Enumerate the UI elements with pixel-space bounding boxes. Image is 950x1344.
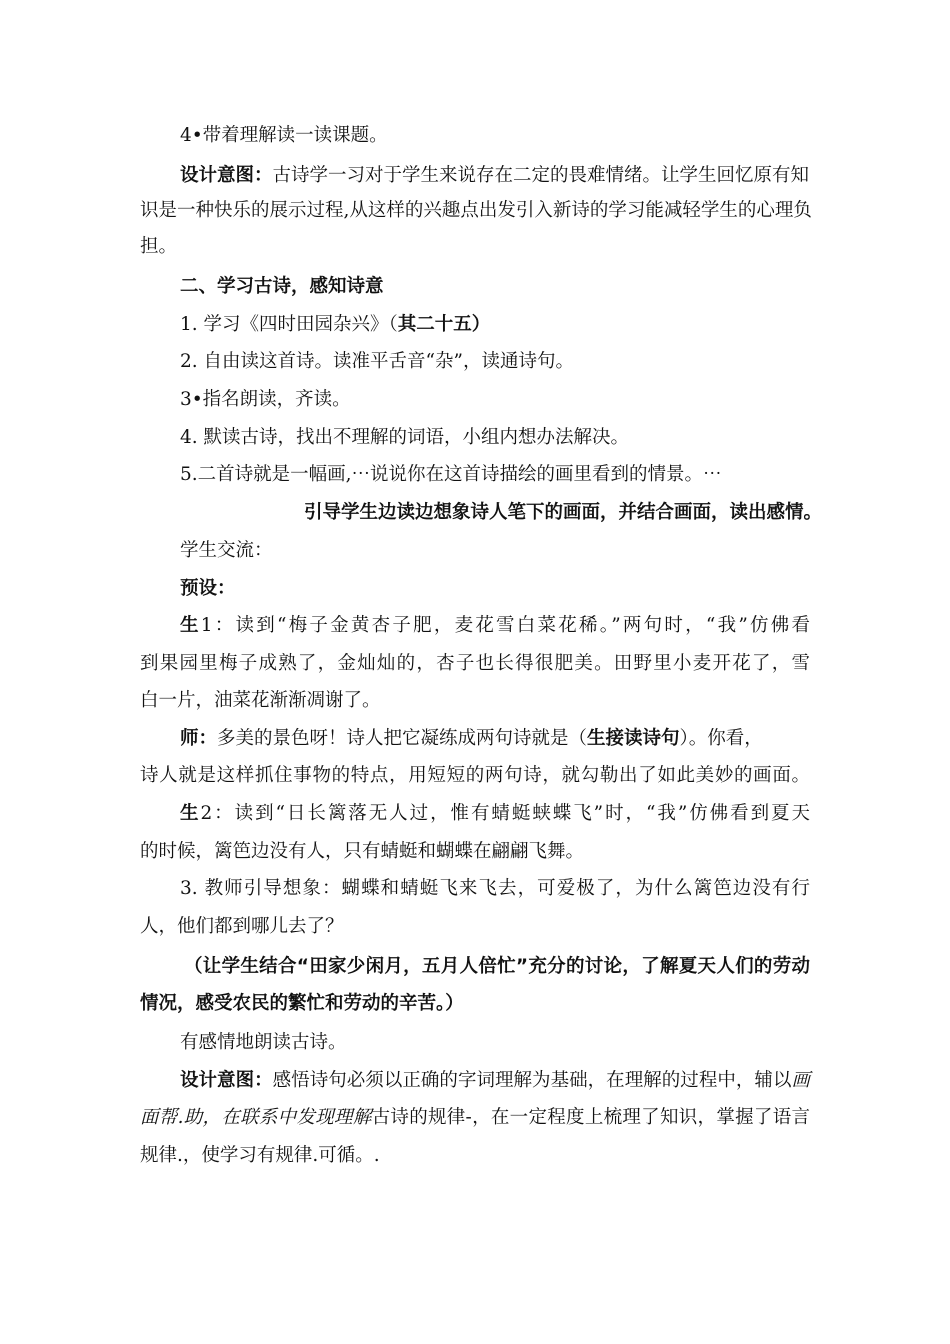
student-2-line-1: 生2：读到“日长篱落无人过，惟有蜻蜓蛱蝶飞”时，“我”仿佛看到夏天 xyxy=(180,803,810,824)
discussion-note-line-1: （让学生结合“田家少闲月，五月人倍忙”充分的讨论，了解夏天人们的劳动 xyxy=(184,956,810,977)
student-1-line-2: 到果园里梅子成熟了，金灿灿的，杏子也长得很肥美。田野里小麦开花了，雪 xyxy=(140,653,810,674)
design-intent-1-line-2: 识是一种快乐的展示过程,从这样的兴趣点出发引入新诗的学习能减轻学生的心理负 xyxy=(140,200,812,221)
student-1-line-1: 生1：读到“梅子金黄杏子肥，麦花雪白菜花稀。”两句时，“我”仿佛看 xyxy=(180,615,810,636)
student-1-line-3: 白一片，油菜花渐渐凋谢了。 xyxy=(140,690,381,711)
step-4-silent-reading: 4. 默读古诗，找出不理解的词语，小组内想办法解决。 xyxy=(180,427,630,448)
discussion-note-line-2: 情况，感受农民的繁忙和劳动的辛苦。） xyxy=(140,993,464,1014)
step-2-free-reading: 2. 自由读这首诗。读准平舌音“杂”，读通诗句。 xyxy=(180,351,574,372)
step-5-poem-as-painting: 5.二首诗就是一幅画,⋯说说你在这首诗描绘的画里看到的情景。⋯ xyxy=(180,464,722,485)
design-intent-2-line-2: 面帮.助，在联系中发现理解古诗的规律-，在一定程度上梳理了知识，掌握了语言 xyxy=(140,1107,810,1128)
step-3-read-aloud: 3•指名朗读，齐读。 xyxy=(180,389,351,410)
teacher-line-1: 师：多美的景色呀！诗人把它凝练成两句诗就是（生接读诗句）。你看， xyxy=(180,728,763,749)
preset-label: 预设： xyxy=(180,578,236,599)
step-4-read-title: 4•带着理解读一读课题。 xyxy=(180,125,388,146)
step-1-learn-poem: 1. 学习《四时田园杂兴》（其二十五） xyxy=(180,314,491,335)
step-3-teacher-guide-line-2: 人，他们都到哪儿去了？ xyxy=(140,916,344,937)
design-intent-2-line-1: 设计意图：感悟诗句必须以正确的字词理解为基础，在理解的过程中，辅以画 xyxy=(180,1070,810,1091)
student-exchange: 学生交流： xyxy=(180,540,273,561)
design-intent-1-line-3: 担。 xyxy=(140,236,178,257)
section-heading-2: 二、学习古诗，感知诗意 xyxy=(180,276,384,297)
teacher-line-2: 诗人就是这样抓住事物的特点，用短短的两句诗，就勾勒出了如此美妙的画面。 xyxy=(140,765,810,786)
design-intent-1-line-1: 设计意图：古诗学一习对于学生来说存在二定的畏难情绪。让学生回忆原有知 xyxy=(180,165,810,186)
step-3-teacher-guide-line-1: 3. 教师引导想象：蝴蝶和蜻蜓飞来飞去，可爱极了，为什么篱笆边没有行 xyxy=(180,878,810,899)
guidance-note: 引导学生边读边想象诗人笔下的画面，并结合画面，读出感情。 xyxy=(304,502,823,523)
design-intent-2-line-3: 规律.，使学习有规律.可循。. xyxy=(140,1145,380,1166)
student-2-line-2: 的时候，篱笆边没有人，只有蜻蜓和蝴蝶在翩翩飞舞。 xyxy=(140,841,585,862)
read-with-feeling: 有感情地朗读古诗。 xyxy=(180,1032,347,1053)
